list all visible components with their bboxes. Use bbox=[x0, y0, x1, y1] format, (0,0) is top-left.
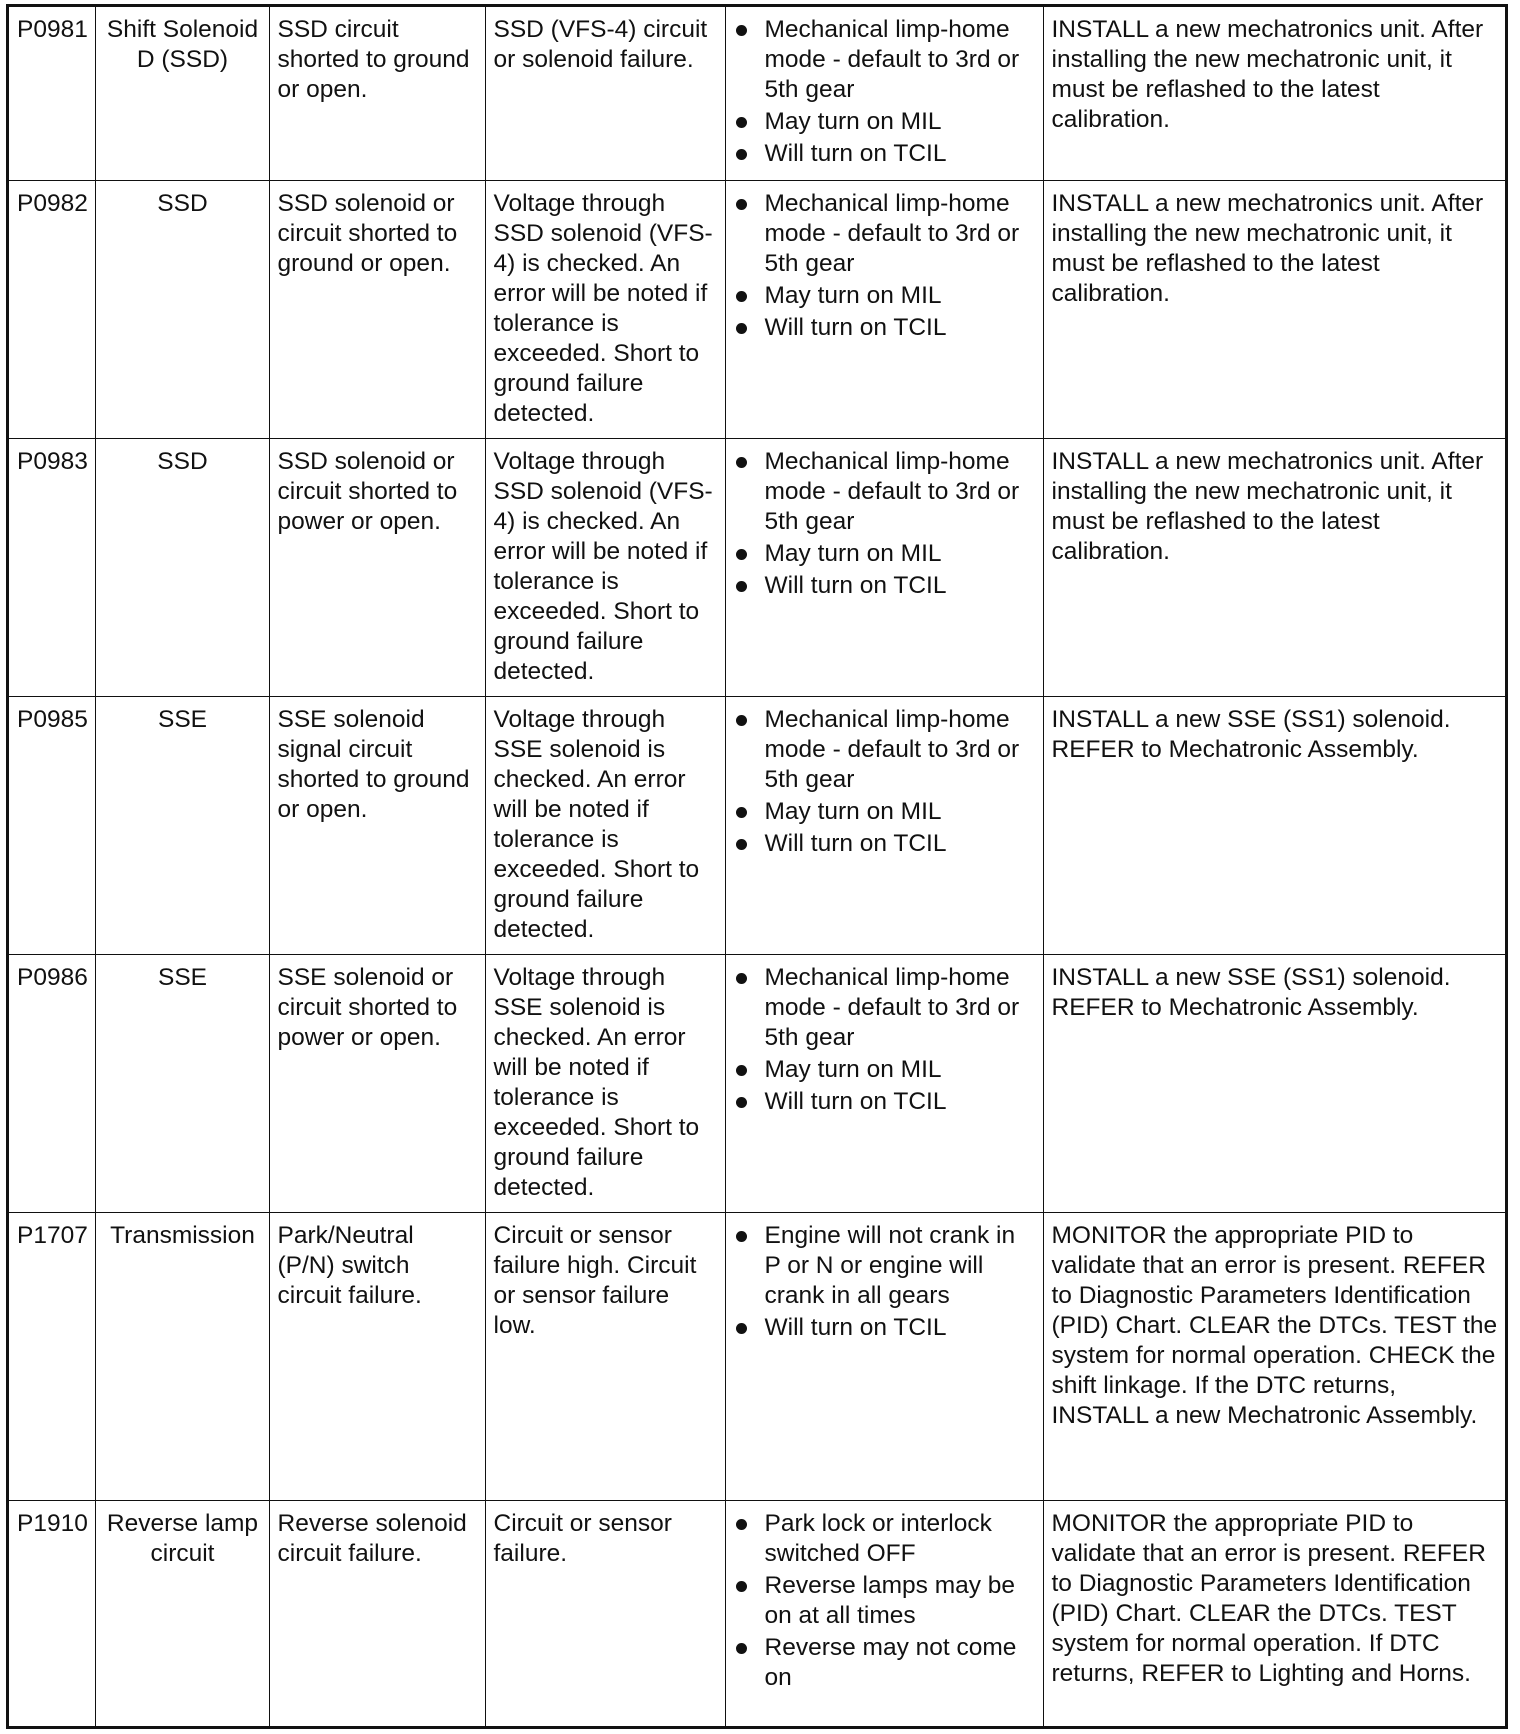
effect-item: Mechanical limp-home mode - default to 3rd or 5th gear bbox=[734, 963, 1036, 1053]
description-cell: SSD circuit shorted to ground or open. bbox=[269, 7, 485, 180]
dtc-code-cell: P0982 bbox=[9, 180, 95, 438]
effect-item: Mechanical limp-home mode - default to 3rd or 5th gear bbox=[734, 189, 1036, 279]
effect-item: Mechanical limp-home mode - default to 3rd or 5th gear bbox=[734, 705, 1036, 795]
system-cell: SSD bbox=[95, 180, 269, 438]
effects-list bbox=[734, 1509, 1036, 1693]
table-row bbox=[9, 1212, 1505, 1500]
effects-list bbox=[734, 705, 1036, 859]
condition-cell: Voltage through SSE solenoid is checked. An error will be noted if tolerance is exceeded. Short to ground failure detected. bbox=[485, 696, 725, 954]
effect-item: May turn on MIL bbox=[734, 1055, 1036, 1085]
effects-cell bbox=[725, 7, 1043, 180]
dtc-table-body bbox=[9, 7, 1505, 1729]
dtc-code-cell: P1707 bbox=[9, 1212, 95, 1500]
table-row bbox=[9, 438, 1505, 696]
effect-item: May turn on MIL bbox=[734, 797, 1036, 827]
effects-cell bbox=[725, 696, 1043, 954]
system-cell: SSD bbox=[95, 438, 269, 696]
table-row bbox=[9, 696, 1505, 954]
effect-item: Will turn on TCIL bbox=[734, 139, 1036, 169]
dtc-table bbox=[9, 7, 1505, 1729]
description-cell: Reverse solenoid circuit failure. bbox=[269, 1500, 485, 1729]
effects-list bbox=[734, 963, 1036, 1117]
description-cell: Park/Neutral (P/N) switch circuit failure. bbox=[269, 1212, 485, 1500]
table-row bbox=[9, 7, 1505, 180]
effect-item: Will turn on TCIL bbox=[734, 313, 1036, 343]
dtc-code-cell: P0985 bbox=[9, 696, 95, 954]
dtc-code-cell: P0981 bbox=[9, 7, 95, 180]
effect-item: Mechanical limp-home mode - default to 3rd or 5th gear bbox=[734, 15, 1036, 105]
condition-cell: Voltage through SSD solenoid (VFS-4) is checked. An error will be noted if tolerance is exceeded. Short to ground failure detected. bbox=[485, 438, 725, 696]
effect-item: Mechanical limp-home mode - default to 3rd or 5th gear bbox=[734, 447, 1036, 537]
effects-list bbox=[734, 447, 1036, 601]
description-cell: SSE solenoid or circuit shorted to power or open. bbox=[269, 954, 485, 1212]
effects-cell bbox=[725, 1212, 1043, 1500]
effect-item: Reverse lamps may be on at all times bbox=[734, 1571, 1036, 1631]
action-cell: INSTALL a new mechatronics unit. After installing the new mechatronic unit, it must be reflashed to the latest calibration. bbox=[1043, 180, 1505, 438]
effect-item: Will turn on TCIL bbox=[734, 1087, 1036, 1117]
effects-cell bbox=[725, 180, 1043, 438]
condition-cell: Circuit or sensor failure high. Circuit or sensor failure low. bbox=[485, 1212, 725, 1500]
effect-item: Will turn on TCIL bbox=[734, 1313, 1036, 1343]
dtc-code-cell: P1910 bbox=[9, 1500, 95, 1729]
effect-item: Will turn on TCIL bbox=[734, 571, 1036, 601]
effects-list bbox=[734, 1221, 1036, 1343]
effect-item: Will turn on TCIL bbox=[734, 829, 1036, 859]
system-cell: SSE bbox=[95, 696, 269, 954]
effect-item: May turn on MIL bbox=[734, 107, 1036, 137]
effects-cell bbox=[725, 1500, 1043, 1729]
action-cell: INSTALL a new SSE (SS1) solenoid. REFER to Mechatronic Assembly. bbox=[1043, 954, 1505, 1212]
system-cell: Transmission bbox=[95, 1212, 269, 1500]
condition-cell: Voltage through SSD solenoid (VFS-4) is checked. An error will be noted if tolerance is exceeded. Short to ground failure detected. bbox=[485, 180, 725, 438]
effects-list bbox=[734, 189, 1036, 343]
action-cell: INSTALL a new mechatronics unit. After installing the new mechatronic unit, it must be reflashed to the latest calibration. bbox=[1043, 438, 1505, 696]
dtc-code-cell: P0986 bbox=[9, 954, 95, 1212]
action-cell: INSTALL a new SSE (SS1) solenoid. REFER to Mechatronic Assembly. bbox=[1043, 696, 1505, 954]
dtc-table-frame bbox=[6, 4, 1508, 1729]
description-cell: SSD solenoid or circuit shorted to power or open. bbox=[269, 438, 485, 696]
system-cell: Shift Solenoid D (SSD) bbox=[95, 7, 269, 180]
effects-cell bbox=[725, 954, 1043, 1212]
system-cell: Reverse lamp circuit bbox=[95, 1500, 269, 1729]
condition-cell: Voltage through SSE solenoid is checked. An error will be noted if tolerance is exceeded. Short to ground failure detected. bbox=[485, 954, 725, 1212]
system-cell: SSE bbox=[95, 954, 269, 1212]
effect-item: Engine will not crank in P or N or engine will crank in all gears bbox=[734, 1221, 1036, 1311]
condition-cell: Circuit or sensor failure. bbox=[485, 1500, 725, 1729]
effect-item: May turn on MIL bbox=[734, 539, 1036, 569]
action-cell: MONITOR the appropriate PID to validate that an error is present. REFER to Diagnostic Parameters Identification (PID) Chart. CLEAR the DTCs. TEST system for normal operation. If DTC returns, REFER to Lighting and Horns. bbox=[1043, 1500, 1505, 1729]
table-row bbox=[9, 180, 1505, 438]
effects-cell bbox=[725, 438, 1043, 696]
description-cell: SSD solenoid or circuit shorted to ground or open. bbox=[269, 180, 485, 438]
dtc-code-cell: P0983 bbox=[9, 438, 95, 696]
effect-item: May turn on MIL bbox=[734, 281, 1036, 311]
effects-list bbox=[734, 15, 1036, 169]
table-row bbox=[9, 954, 1505, 1212]
description-cell: SSE solenoid signal circuit shorted to ground or open. bbox=[269, 696, 485, 954]
table-row bbox=[9, 1500, 1505, 1729]
action-cell: MONITOR the appropriate PID to validate that an error is present. REFER to Diagnostic Parameters Identification (PID) Chart. CLEAR the DTCs. TEST the system for normal operation. CHECK the shift linkage. If the DTC returns, INSTALL a new Mechatronic Assembly. bbox=[1043, 1212, 1505, 1500]
effect-item: Park lock or interlock switched OFF bbox=[734, 1509, 1036, 1569]
effect-item: Reverse may not come on bbox=[734, 1633, 1036, 1693]
condition-cell: SSD (VFS-4) circuit or solenoid failure. bbox=[485, 7, 725, 180]
action-cell: INSTALL a new mechatronics unit. After installing the new mechatronic unit, it must be reflashed to the latest calibration. bbox=[1043, 7, 1505, 180]
